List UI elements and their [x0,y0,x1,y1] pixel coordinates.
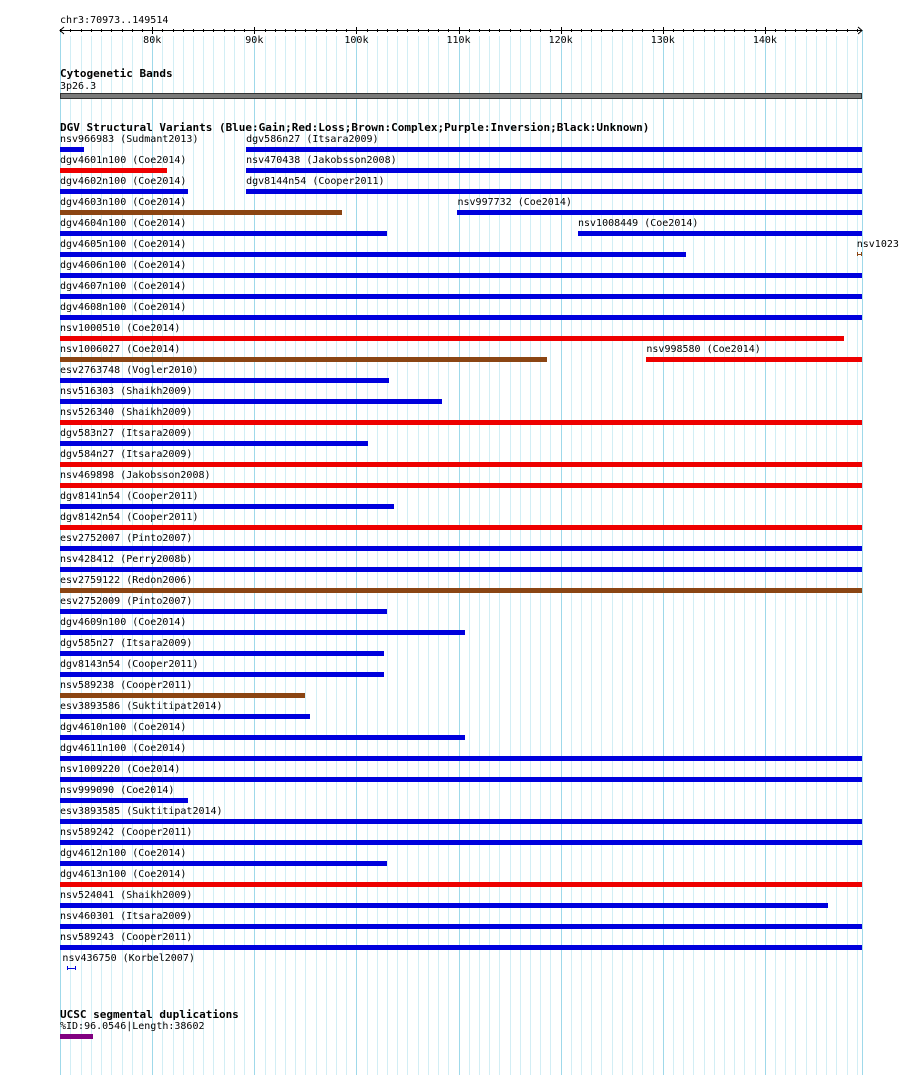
sv-feature-label[interactable]: dgv4602n100 (Coe2014) [60,176,187,187]
cytoband-track-title: Cytogenetic Bands [60,67,173,80]
sv-feature-bar[interactable] [67,966,76,970]
sv-feature-label[interactable]: dgv4603n100 (Coe2014) [60,197,187,208]
sv-feature-bar[interactable] [60,273,862,278]
sv-feature-label[interactable]: nsv589238 (Cooper2011) [60,680,193,691]
sv-feature-bar[interactable] [60,462,862,467]
sv-feature-bar[interactable] [60,651,384,656]
sv-feature-label[interactable]: dgv4609n100 (Coe2014) [60,617,187,628]
cytoband-label[interactable]: 3p26.3 [60,81,97,92]
sv-feature-bar[interactable] [646,357,862,362]
sv-feature-label[interactable]: esv2752009 (Pinto2007) [60,596,193,607]
ruler-tick-label: 130k [650,35,675,46]
sv-feature-label[interactable]: nsv1006027 (Coe2014) [60,344,181,355]
sv-feature-bar[interactable] [60,693,305,698]
sv-feature-bar[interactable] [60,630,465,635]
sv-feature-bar[interactable] [60,441,368,446]
sv-feature-label[interactable]: dgv584n27 (Itsara2009) [60,449,193,460]
sv-feature-label[interactable]: nsv1000510 (Coe2014) [60,323,181,334]
sv-feature-label[interactable]: nsv999090 (Coe2014) [60,785,175,796]
sv-feature-label[interactable]: nsv524041 (Shaikh2009) [60,890,193,901]
sv-feature-label[interactable]: nsv966983 (Sudmant2013) [60,134,199,145]
sv-feature-bar[interactable] [60,504,394,509]
sv-feature-bar[interactable] [60,798,188,803]
ruler-tick-label: 120k [548,35,573,46]
sv-feature-label[interactable]: esv2763748 (Vogler2010) [60,365,199,376]
sv-feature-label[interactable]: nsv460301 (Itsara2009) [60,911,193,922]
sv-feature-label[interactable]: dgv4601n100 (Coe2014) [60,155,187,166]
ruler-tick-label: 80k [143,35,162,46]
sv-feature-bar[interactable] [60,420,862,425]
sv-feature-bar[interactable] [60,567,862,572]
sv-feature-label[interactable]: nsv1008449 (Coe2014) [577,218,699,229]
sv-feature-label[interactable]: dgv8142n54 (Cooper2011) [60,512,199,523]
sv-feature-label[interactable]: esv2759122 (Redon2006) [60,575,193,586]
sv-feature-bar[interactable] [246,147,862,152]
sv-feature-bar[interactable] [60,252,686,257]
sv-feature-label[interactable]: nsv1009220 (Coe2014) [60,764,181,775]
sv-feature-label[interactable]: dgv8144n54 (Cooper2011) [246,176,385,187]
sv-feature-bar[interactable] [60,399,442,404]
sv-feature-label[interactable]: dgv4610n100 (Coe2014) [60,722,187,733]
sv-feature-bar[interactable] [60,231,387,236]
sv-feature-bar[interactable] [578,231,862,236]
sv-feature-bar[interactable] [60,861,387,866]
sv-feature-bar[interactable] [60,882,862,887]
sv-feature-label[interactable]: esv3893585 (Suktitipat2014) [60,806,223,817]
sv-feature-bar[interactable] [60,735,465,740]
sv-feature-bar[interactable] [60,525,862,530]
sv-feature-bar[interactable] [60,840,862,845]
sv-feature-label[interactable]: nsv526340 (Shaikh2009) [60,407,193,418]
segdup-label[interactable]: %ID:96.0546|Length:38602 [60,1021,205,1032]
sv-feature-label[interactable]: nsv589243 (Cooper2011) [60,932,193,943]
sv-feature-bar[interactable] [60,357,547,362]
sv-feature-bar[interactable] [60,168,167,173]
sv-feature-label[interactable]: nsv469898 (Jakobsson2008) [60,470,211,481]
sv-feature-label[interactable]: nsv997732 (Coe2014) [457,197,572,208]
sv-feature-bar[interactable] [60,609,387,614]
sv-feature-label[interactable]: dgv8143n54 (Cooper2011) [60,659,199,670]
sv-feature-label[interactable]: nsv589242 (Cooper2011) [60,827,193,838]
sv-feature-bar[interactable] [60,672,384,677]
sv-feature-label[interactable]: dgv4608n100 (Coe2014) [60,302,187,313]
sv-feature-label[interactable]: nsv516303 (Shaikh2009) [60,386,193,397]
sv-feature-label[interactable]: dgv586n27 (Itsara2009) [246,134,379,145]
sv-feature-bar[interactable] [60,945,862,950]
sv-feature-label[interactable]: nsv1023 [856,239,899,250]
sv-feature-bar[interactable] [60,924,862,929]
sv-feature-label[interactable]: dgv4606n100 (Coe2014) [60,260,187,271]
sv-feature-label[interactable]: dgv4613n100 (Coe2014) [60,869,187,880]
sv-feature-label[interactable]: dgv585n27 (Itsara2009) [60,638,193,649]
sv-feature-label[interactable]: dgv4612n100 (Coe2014) [60,848,187,859]
sv-feature-bar[interactable] [60,483,862,488]
sv-feature-label[interactable]: nsv998580 (Coe2014) [646,344,761,355]
sv-feature-bar[interactable] [60,903,828,908]
sv-feature-bar[interactable] [60,210,342,215]
sv-feature-bar[interactable] [457,210,862,215]
location-label: chr3:70973..149514 [60,15,169,26]
sv-feature-bar[interactable] [60,294,862,299]
sv-feature-bar[interactable] [857,252,862,256]
sv-feature-label[interactable]: dgv4605n100 (Coe2014) [60,239,187,250]
sv-feature-bar[interactable] [60,336,844,341]
sv-feature-bar[interactable] [60,756,862,761]
ruler-tick-label: 140k [752,35,777,46]
sv-feature-bar[interactable] [246,189,862,194]
segdup-track-title: UCSC segmental duplications [60,1008,239,1021]
sv-feature-label[interactable]: dgv4604n100 (Coe2014) [60,218,187,229]
sv-feature-bar[interactable] [60,315,862,320]
sv-feature-label[interactable]: nsv436750 (Korbel2007) [62,953,195,964]
ruler-tick-label: 100k [344,35,369,46]
sv-feature-bar[interactable] [60,777,862,782]
cytoband-bar[interactable] [60,93,862,99]
sv-feature-bar[interactable] [60,147,84,152]
ruler-tick-label: 110k [446,35,471,46]
sv-feature-label[interactable]: nsv428412 (Perry2008b) [60,554,193,565]
sv-feature-bar[interactable] [60,546,862,551]
sv-feature-label[interactable]: nsv470438 (Jakobsson2008) [246,155,397,166]
sv-feature-bar[interactable] [246,168,862,173]
dgv-track-title: DGV Structural Variants (Blue:Gain;Red:Loss;Brown:Complex;Purple:Inversion;Black:Unknown) [60,121,650,134]
sv-feature-label[interactable]: dgv4611n100 (Coe2014) [60,743,187,754]
sv-feature-bar[interactable] [60,378,389,383]
ruler-tick-label: 90k [245,35,264,46]
sv-feature-bar[interactable] [60,588,862,593]
sv-feature-bar[interactable] [60,714,310,719]
sv-feature-label[interactable]: esv2752007 (Pinto2007) [60,533,193,544]
sv-feature-label[interactable]: dgv4607n100 (Coe2014) [60,281,187,292]
sv-feature-label[interactable]: esv3893586 (Suktitipat2014) [60,701,223,712]
sv-feature-bar[interactable] [60,819,862,824]
sv-feature-label[interactable]: dgv583n27 (Itsara2009) [60,428,193,439]
sv-feature-label[interactable]: dgv8141n54 (Cooper2011) [60,491,199,502]
sv-feature-bar[interactable] [60,189,188,194]
segdup-bar[interactable] [60,1034,93,1039]
